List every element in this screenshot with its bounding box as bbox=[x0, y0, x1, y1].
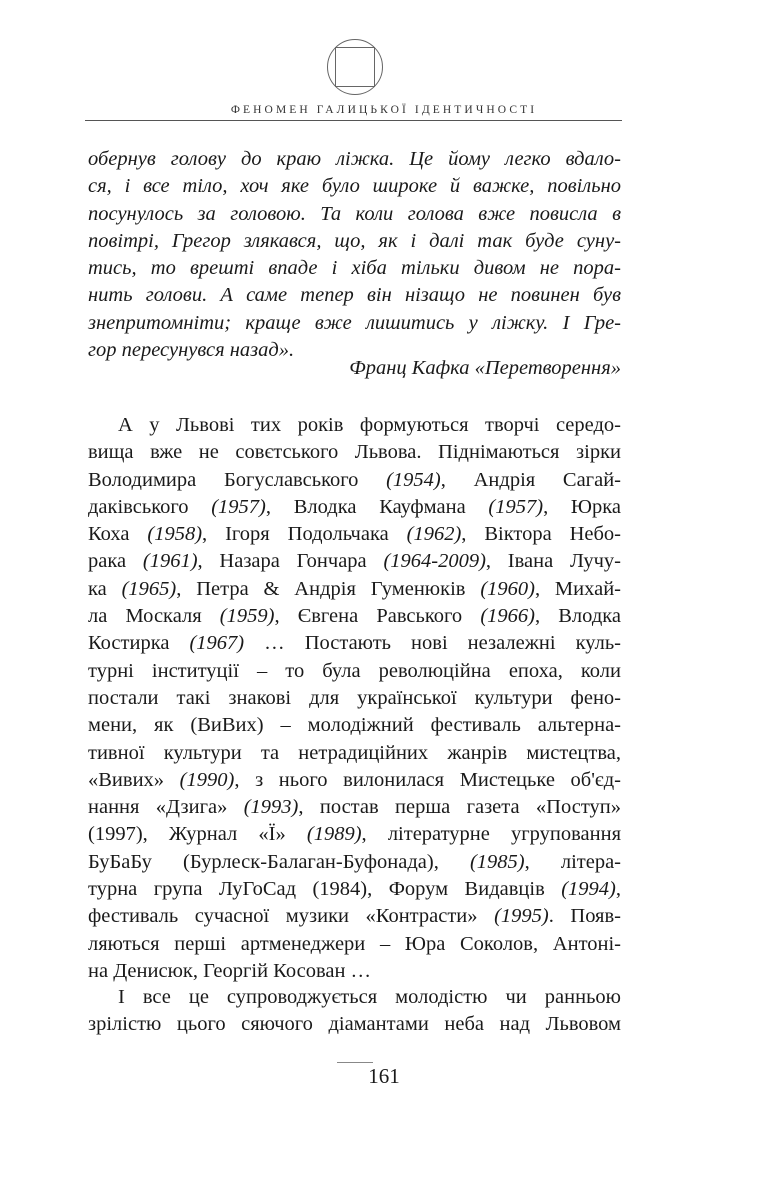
body-line: ка (1965), Петра & Андрія Гуменюків (1960), Михай- bbox=[88, 577, 622, 600]
epigraph-line: посунулось за головою. Та коли голова вже повисла в bbox=[88, 202, 621, 225]
body-line: І все це супроводжується молодістю чи ранньою bbox=[118, 986, 621, 1008]
header-rule bbox=[85, 120, 622, 121]
epigraph-line: гор пересунувся назад». bbox=[88, 339, 295, 362]
body-line: фестиваль сучасної музики «Контрасти» (1995). Появ- bbox=[88, 905, 621, 928]
epigraph-line: знепритомніти; краще вже лишитись у ліжку. І Гре- bbox=[88, 311, 621, 334]
body-line: вища вже не совєтського Львова. Піднімаються зірки bbox=[88, 441, 621, 464]
body-line: ла Москаля (1959), Євгена Равського (1966), Влодка bbox=[88, 605, 621, 628]
body-line: БуБаБу (Бурлеск-Балаган-Буфонада), (1985), літера- bbox=[88, 850, 621, 873]
page-number: 161 bbox=[368, 1064, 400, 1088]
body-line: турні інституції – то була революційна епоха, коли bbox=[88, 659, 621, 682]
body-line: постали такі знакові для української культури фено- bbox=[88, 686, 621, 709]
body-line: Коха (1958), Ігоря Подольчака (1962), Віктора Небо- bbox=[88, 523, 621, 546]
body-line: мени, як (ВиВих) – молодіжний фестиваль альтерна- bbox=[88, 714, 621, 737]
body-line: ляються перші артменеджери – Юра Соколов, Антоні- bbox=[88, 932, 621, 955]
page-number-rule bbox=[337, 1062, 373, 1063]
epigraph-line: обернув голову до краю ліжка. Це йому легко вдало- bbox=[88, 148, 621, 170]
epigraph-line: нить голови. А саме тепер він нізащо не повинен був bbox=[88, 284, 621, 307]
circle-square-emblem-icon bbox=[326, 38, 384, 96]
body-paragraph-1 bbox=[88, 412, 621, 985]
body-line: тивної культури та нетрадиційних жанрів мистецтва, bbox=[88, 741, 621, 764]
body-line: даківського (1957), Влодка Кауфмана (1957), Юрка bbox=[88, 495, 621, 518]
body-line: зрілістю цього сяючого діамантами неба над Львовом bbox=[88, 1013, 621, 1036]
running-head: ФЕНОМЕН ГАЛИЦЬКОЇ ІДЕНТИЧНОСТІ bbox=[230, 104, 538, 116]
body-line: Володимира Богуславського (1954), Андрія Сагай- bbox=[88, 468, 621, 491]
body-line: А у Львові тих років формуються творчі середо- bbox=[118, 414, 621, 436]
epigraph-quote bbox=[88, 146, 621, 364]
body-line: рака (1961), Назара Гончара (1964-2009), Івана Лучу- bbox=[88, 550, 622, 573]
epigraph-attribution: Франц Кафка «Перетворення» bbox=[349, 357, 621, 379]
body-line: нання «Дзига» (1993), постав перша газета «Поступ» bbox=[88, 796, 622, 819]
body-line: «Вивих» (1990), з нього вилонилася Мистецьке об'єд- bbox=[88, 768, 621, 791]
body-line: турна група ЛуГоСад (1984), Форум Видавців (1994), bbox=[88, 878, 621, 901]
epigraph-line: ся, і все тіло, хоч яке було широке й важке, повільно bbox=[88, 175, 621, 198]
body-line: Костирка (1967) … Постають нові незалежні куль- bbox=[88, 632, 621, 655]
body-paragraph-2 bbox=[88, 984, 621, 1039]
body-line: на Денисюк, Георгій Косован … bbox=[88, 959, 372, 982]
epigraph-line: повітрі, Грегор злякався, що, як і далі так буде суну- bbox=[88, 229, 621, 252]
body-line: (1997), Журнал «Ї» (1989), літературне угруповання bbox=[88, 823, 621, 846]
epigraph-line: тись, то врешті впаде і хіба тільки дивом не пора- bbox=[88, 257, 621, 280]
